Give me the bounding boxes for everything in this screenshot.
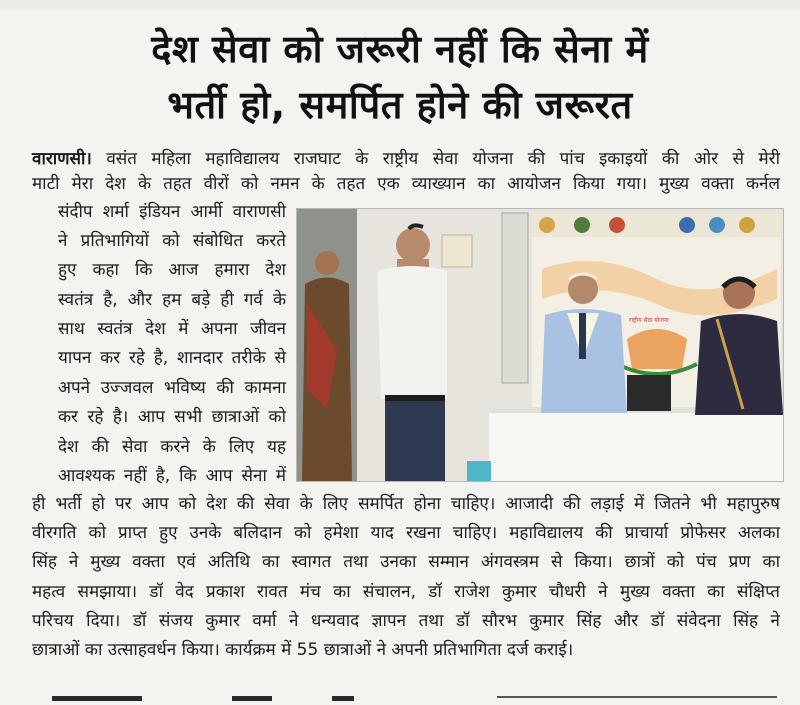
- fragment-mark: [232, 696, 272, 701]
- body-line-narrow: संदीप शर्मा इंडियन आर्मी वाराणसी: [58, 202, 286, 222]
- next-article-fragment: [32, 696, 780, 705]
- headline-line-2: भर्ती हो, समर्पित होने की जरूरत: [167, 83, 633, 127]
- body-line-narrow: स्वतंत्र है, और हम बड़े ही गर्व के: [58, 290, 286, 310]
- top-strip: [0, 0, 800, 10]
- photo-chair: [627, 375, 671, 411]
- body-line-narrow: अपने उज्जवल भविष्य की कामना: [58, 378, 286, 398]
- photo-table: [489, 411, 783, 481]
- dateline: वाराणसी।: [32, 149, 92, 169]
- body-line-full-5: सिंह ने मुख्य वक्ता एवं अतिथि का स्वागत तथा उनका सम्मान अंगवस्त्रम से किया। छात्रों को पंच प्रण का: [32, 552, 780, 572]
- logo-icon: [539, 217, 555, 233]
- body-line-full-2: माटी मेरा देश के तहत वीरों को नमन के तहत एक व्याख्यान का आयोजन किया गया। मुख्य वक्ता कर्नल: [32, 174, 780, 194]
- logo-icon: [739, 217, 755, 233]
- fragment-rule: [497, 696, 777, 698]
- person-man-left-head: [396, 228, 430, 262]
- photo-window: [502, 213, 528, 383]
- body-line-full-7: परिचय दिया। डॉ संजय कुमार वर्मा ने धन्यवाद ज्ञापन तथा डॉ सौरभ कुमार सिंह और डॉ संवेदना सिंह ने: [32, 611, 780, 631]
- fragment-mark: [52, 696, 142, 701]
- person-man-left-trousers: [385, 395, 445, 481]
- belt-icon: [385, 395, 445, 401]
- tie-icon: [579, 313, 586, 359]
- body-line-narrow: यापन कर रहे है, शानदार तरीके से: [58, 348, 286, 368]
- headline-line-1: देश सेवा को जरूरी नहीं कि सेना में: [151, 27, 649, 71]
- body-line-full-4: वीरगति को प्राप्त हुए उनके बलिदान को हमेशा याद रखना चाहिए। महाविद्यालय की प्राचार्या प्रोफेसर अलका: [32, 523, 780, 543]
- body-line-narrow: आवश्यक नहीं है, कि आप सेना में: [58, 466, 286, 486]
- logo-icon: [574, 217, 590, 233]
- body-line-full-6: महत्व समझाया। डॉ वेद प्रकाश रावत मंच का संचालन, डॉ राजेश कुमार चौधरी ने मुख्य वक्ता का संक्षिप्त: [32, 582, 780, 602]
- person-woman-left-head: [315, 251, 339, 275]
- logo-icon: [609, 217, 625, 233]
- body-line-narrow: साथ स्वतंत्र देश में अपना जीवन: [58, 319, 286, 339]
- body-line-full-1: [32, 146, 780, 169]
- body-text: वसंत महिला महाविद्यालय राजघाट के राष्ट्रीय सेवा योजना की पांच इकाइयों की ओर से मेरी: [106, 149, 781, 169]
- fragment-mark: [332, 696, 354, 701]
- hands-emblem-icon: [627, 329, 687, 369]
- body-line-narrow: हुए कहा कि आज हमारा देश: [58, 260, 286, 280]
- photo-signboard: [442, 235, 472, 267]
- body-line-full-3: ही भर्ती हो पर आप को देश की सेवा के लिए समर्पित होना चाहिए। आजादी की लड़ाई में जितने भी महापुरुष: [32, 494, 780, 514]
- body-line-narrow: ने प्रतिभागियों को संबोधित करते: [58, 231, 286, 251]
- logo-icon: [709, 217, 725, 233]
- body-line-full-8: छात्राओं का उत्साहवर्धन किया। कार्यक्रम में 55 छात्राओं ने अपनी प्रतिभागिता दर्ज कराई।: [32, 640, 574, 660]
- logo-icon: [679, 217, 695, 233]
- body-line-narrow: देश की सेवा करने के लिए यह: [58, 437, 286, 457]
- event-photo: [296, 208, 784, 482]
- body-line-narrow: कर रहे है। आप सभी छात्राओं को: [58, 407, 286, 427]
- photo-bin: [467, 461, 491, 481]
- banner-caption: राष्ट्रीय सेवा योजना: [629, 317, 669, 324]
- person-man-left-shirt: [377, 266, 447, 399]
- event-photo-illustration: [297, 209, 783, 481]
